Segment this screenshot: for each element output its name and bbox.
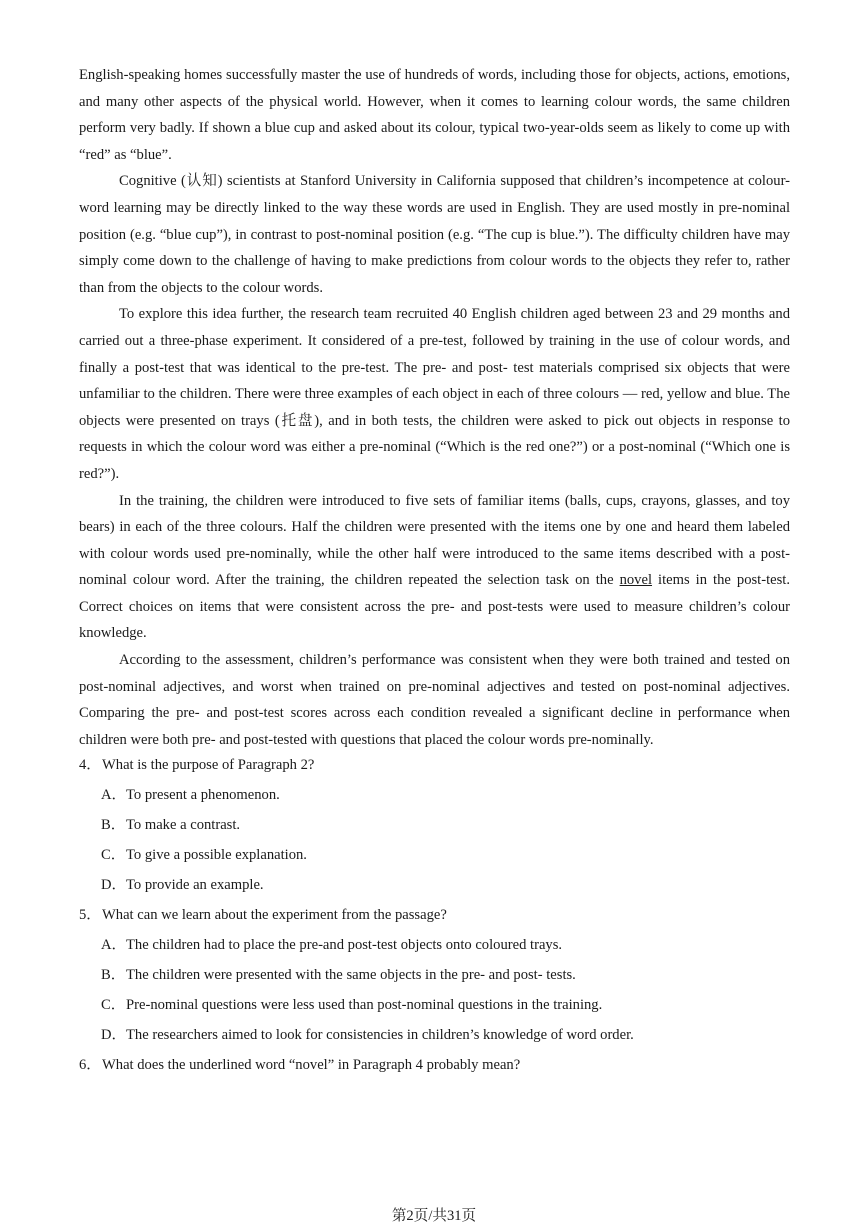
question-list xyxy=(79,755,790,1085)
option-text: The researchers aimed to look for consistencies in children’s knowledge of word order. xyxy=(126,1027,634,1044)
underlined-word-novel: novel xyxy=(619,572,653,589)
question-6 xyxy=(79,1055,790,1085)
question-text: What does the underlined word “novel” in Paragraph 4 probably mean? xyxy=(102,1057,521,1074)
option-b xyxy=(101,815,790,845)
question-5 xyxy=(79,905,790,1055)
option-b xyxy=(101,965,790,995)
question-stem xyxy=(79,905,790,935)
option-text: The children were presented with the same objects in the pre- and post- tests. xyxy=(126,967,576,984)
option-d xyxy=(101,875,790,905)
option-text: The children had to place the pre-and post-test objects onto coloured trays. xyxy=(126,937,563,954)
option-letter: B． xyxy=(101,817,126,834)
option-text: To make a contrast. xyxy=(126,817,241,834)
reading-passage xyxy=(79,62,790,753)
option-text: To give a possible explanation. xyxy=(126,847,307,864)
option-a xyxy=(101,935,790,965)
question-stem xyxy=(79,1055,790,1085)
option-d xyxy=(101,1025,790,1055)
question-stem xyxy=(79,755,790,785)
question-text: What is the purpose of Paragraph 2? xyxy=(102,757,315,774)
paragraph-4 xyxy=(79,488,790,648)
paragraph-4-text-after: items in the post-test. Correct choices on items that were consistent across the pre- and post-tests were used to measure children’s colour knowledge. xyxy=(79,572,790,642)
question-text: What can we learn about the experiment from the passage? xyxy=(102,907,447,924)
question-number: 5． xyxy=(79,907,101,924)
paragraph-3: To explore this idea further, the research team recruited 40 English children aged between 23 and 29 months and carried out a three-phase experiment. It considered of a pre-test, followed by training in the use of colour words, and finally a post-test that was identical to the pre-test. The pre- and post- test materials comprised six objects that were unfamiliar to the children. There were three examples of each object in each of three colours — red, yellow and blue. The objects were presented on trays (托盘), and in both tests, the children were asked to pick out objects in response to requests in which the colour word was either a pre-nominal (“Which is the red one?”) or a post-nominal (“Which one is red?”). xyxy=(79,306,790,482)
option-text: To provide an example. xyxy=(126,877,264,894)
paragraph-2: Cognitive (认知) scientists at Stanford University in California supposed that children’s incompetence at colour-word learning may be directly linked to the way these words are used in English. They are used mostly in pre-nominal position (e.g. “blue cup”), in contrast to post-nominal position (e.g. “The cup is blue.”). The difficulty children have may simply come down to the challenge of having to make predictions from colour words to the objects they refer to, rather than from the objects to the colour words. xyxy=(79,173,790,296)
option-letter: B． xyxy=(101,967,126,984)
option-c xyxy=(101,995,790,1025)
option-letter: A． xyxy=(101,937,127,954)
paragraph-4-text-before: In the training, the children were introduced to five sets of familiar items (balls, cups, crayons, glasses, and toy bears) in each of the three colours. Half the children were presented with the items one by one and heard them labeled with colour words used pre-nominally, while the other half were introduced to the same items described with a post-nominal colour word. After the training, the children repeated the selection task on the xyxy=(79,492,790,589)
option-letter: D． xyxy=(101,1027,127,1044)
option-text: Pre-nominal questions were less used than post-nominal questions in the training. xyxy=(126,997,603,1014)
option-letter: D． xyxy=(101,877,127,894)
option-letter: C． xyxy=(101,847,126,864)
paragraph-1: English-speaking homes successfully master the use of hundreds of words, including those for objects, actions, emotions, and many other aspects of the physical world. However, when it comes to learning colour words, the same children perform very badly. If shown a blue cup and asked about its colour, typical two-year-olds seem as likely to come up with “red” as “blue”. xyxy=(79,67,790,163)
option-letter: A． xyxy=(101,787,127,804)
paragraph-5: According to the assessment, children’s performance was consistent when they were both trained and tested on post-nominal adjectives, and worst when trained on pre-nominal adjectives and tested on post-nominal adjectives. Comparing the pre- and post-test scores across each condition revealed a significant decline in performance when children were both pre- and post-tested with questions that placed the colour words pre-nominally. xyxy=(79,652,790,748)
option-letter: C． xyxy=(101,997,126,1014)
page-number-footer: 第2页/共31页 xyxy=(391,1208,477,1224)
question-4 xyxy=(79,755,790,905)
question-number: 6． xyxy=(79,1057,101,1074)
option-a xyxy=(101,785,790,815)
option-text: To present a phenomenon. xyxy=(126,787,280,804)
document-page xyxy=(79,62,790,1085)
question-number: 4． xyxy=(79,757,101,774)
option-c xyxy=(101,845,790,875)
